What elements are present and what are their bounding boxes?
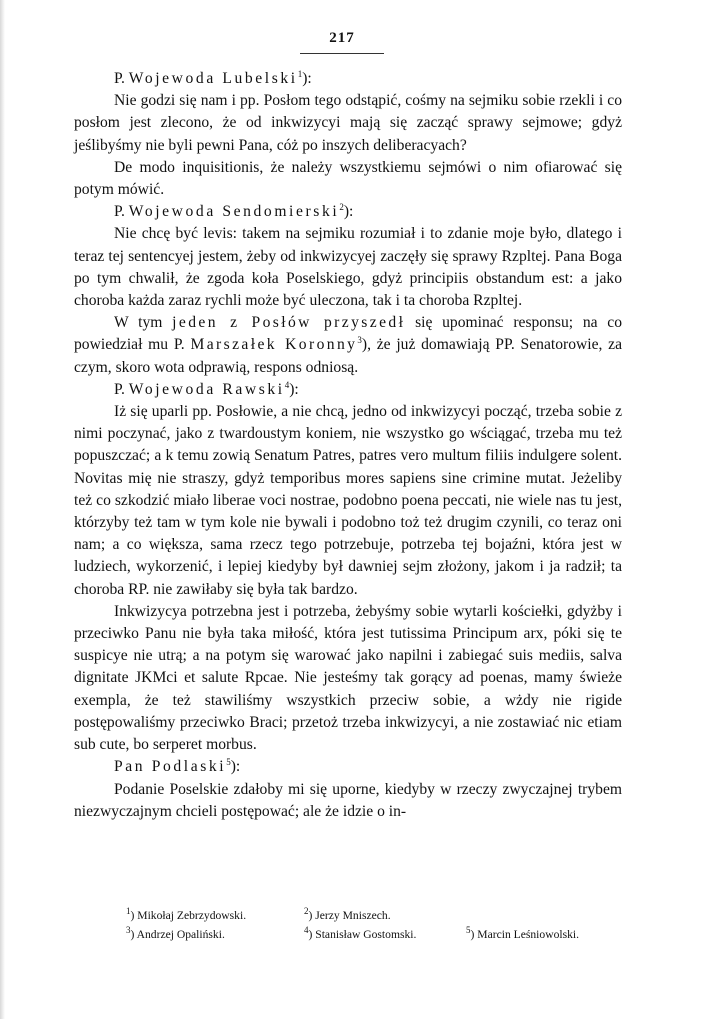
- footnote-text: ) Marcin Leśniowolski.: [470, 928, 580, 941]
- heading-punct: ):: [302, 70, 312, 87]
- speaker-title: P.: [114, 70, 125, 87]
- header-rule: [300, 53, 384, 54]
- heading-punct: ):: [289, 380, 299, 398]
- footnote-5: [466, 925, 579, 944]
- paragraph-6: Inkwizycya potrzebna jest i potrzeba, żebyśmy sobie wytarli kościełki, gdyżby i przeciwko Panu nie była taka miłość, która jest tutissima Principum arx, póki się te suspicye nie utrą; a na potym się warować jako napilni i zabiegać suis mediis, salva dignitate JKMci et salute Rpcae. Nie jesteśmy tak gorący ad poenas, mamy świeże exempla, że też stawiliśmy wszystkich przeciw sobie, a wżdy nie rigide postępowaliśmy przeciwko Braci; przetoż trzeba inkwizycyi, a nie zostawiać nic etiam sub cute, bo serperet morbus.: [74, 602, 622, 754]
- speaker-name: Wojewoda Sendomierski: [128, 203, 340, 221]
- footnote-number: 4: [304, 925, 309, 936]
- paragraph-4: [74, 312, 622, 379]
- speaker-heading-lubelski: [74, 68, 622, 90]
- text-run: się upominać responsu; na co powiedział mu P.: [74, 314, 622, 354]
- footnote-3: [126, 925, 304, 944]
- footnote-row: [126, 925, 626, 944]
- footnote-row: [126, 906, 626, 925]
- text-run: ), że już domawiają PP. Senatorowie, za czym, skoro wota odprawią, respons odniosą.: [74, 336, 622, 376]
- footnote-4: [304, 925, 466, 944]
- footnote-text: ) Mikołaj Zebrzydowski.: [130, 909, 247, 922]
- footnote-number: 1: [126, 906, 131, 917]
- page-edge-shadow: [0, 0, 5, 1019]
- speaker-title: P.: [114, 203, 125, 221]
- main-text: [74, 68, 622, 823]
- footnote-text: ) Stanisław Gostomski.: [308, 928, 417, 941]
- footnotes: [126, 906, 626, 944]
- paragraph-3: Nie chcę być levis: takem na sejmiku rozumiał i to zdanie moje było, dlatego i teraz tej sentencyej jestem, żeby od inkwizycyej zaczęły się sprawy Rzpltej. Pana Boga po tym chwalił, że zgoda koła Poselskiego, gdyż principiis obstandum est: a jako choroba każda zaraz rychli może być uleczona, tak i ta choroba Rzpltej.: [74, 225, 622, 310]
- footnote-ref: 5: [226, 757, 231, 768]
- footnote-text: ) Jerzy Mniszech.: [308, 909, 391, 922]
- page-number: 217: [329, 30, 355, 46]
- text-run: W tym: [114, 314, 163, 332]
- speaker-heading-sendomierski: [74, 201, 622, 223]
- spaced-phrase: Marszałek Koronny: [190, 336, 358, 354]
- speaker-heading-podlaski: [74, 756, 622, 778]
- paragraph-2: De modo inquisitionis, że należy wszystkiemu sejmówi o nim ofiarować się potym mówić.: [74, 158, 622, 199]
- spaced-phrase: jeden z Posłów przyszedł: [172, 314, 406, 332]
- heading-punct: ):: [343, 203, 354, 221]
- footnote-ref: 3: [357, 335, 362, 346]
- speaker-name: Wojewoda Lubelski: [128, 70, 298, 87]
- heading-punct: ):: [230, 758, 241, 776]
- footnote-number: 2: [304, 906, 309, 917]
- footnote-1: [126, 906, 304, 925]
- footnote-ref: 1: [297, 68, 303, 79]
- footnote-2: [304, 906, 391, 925]
- footnote-ref: 2: [339, 202, 344, 213]
- speaker-name: Pan Podlaski: [114, 758, 227, 776]
- paragraph-5: Iż się uparli pp. Posłowie, a nie chcą, jedno od inkwizycyi począć, trzeba sobie z nimi poczynać, jako z twardoustym koniem, nie wszystko go wściągać, trzeba mu też popuszczać; a k temu zowią Senatum Patres, patres vero multum filiis indulgere solent. Novitas mię nie straszy, gdyż temporibus mores sapiens sine crimine mutat. Jeżeliby też co szkodzić miało liberae voci nostrae, podobno poena peccati, nie wiele nas tu jest, którzyby też tam w tym kole nie bywali i podobno toż też drugim czynili, co teraz oni nam; a co większa, sama rzecz tego potrzebuje, potrzeba tej bojaźni, która jest w ludziech, wykorzenić, i lepiej kiedyby był dawniej sejm złożony, jakom i ja radził; ta choroba RP. nie zawiłaby się była tak bardzo.: [74, 403, 622, 598]
- paragraph-1: Nie godzi się nam i pp. Posłom tego odstąpić, cośmy na sejmiku sobie rzekli i co posłom jest zlecono, że od inkwizycyi mają się zacząć sprawy sejmowe; gdyż jeślibyśmy nie byli pewni Pana, cóż po inszych deliberacyach?: [74, 92, 622, 154]
- speaker-heading-rawski: [74, 379, 622, 401]
- paragraph-7: Podanie Poselskie zdałoby mi się uporne, kiedyby w rzeczy zwyczajnej trybem niezwyczajnym chcieli postępować; ale że idzie o in-: [74, 780, 622, 820]
- speaker-title: P.: [114, 380, 125, 398]
- footnote-text: ) Andrzej Opaliński.: [130, 928, 225, 941]
- speaker-name: Wojewoda Rawski: [128, 380, 285, 398]
- footnote-number: 5: [466, 925, 471, 936]
- footnote-ref: 4: [284, 379, 290, 390]
- footnote-number: 3: [126, 925, 131, 936]
